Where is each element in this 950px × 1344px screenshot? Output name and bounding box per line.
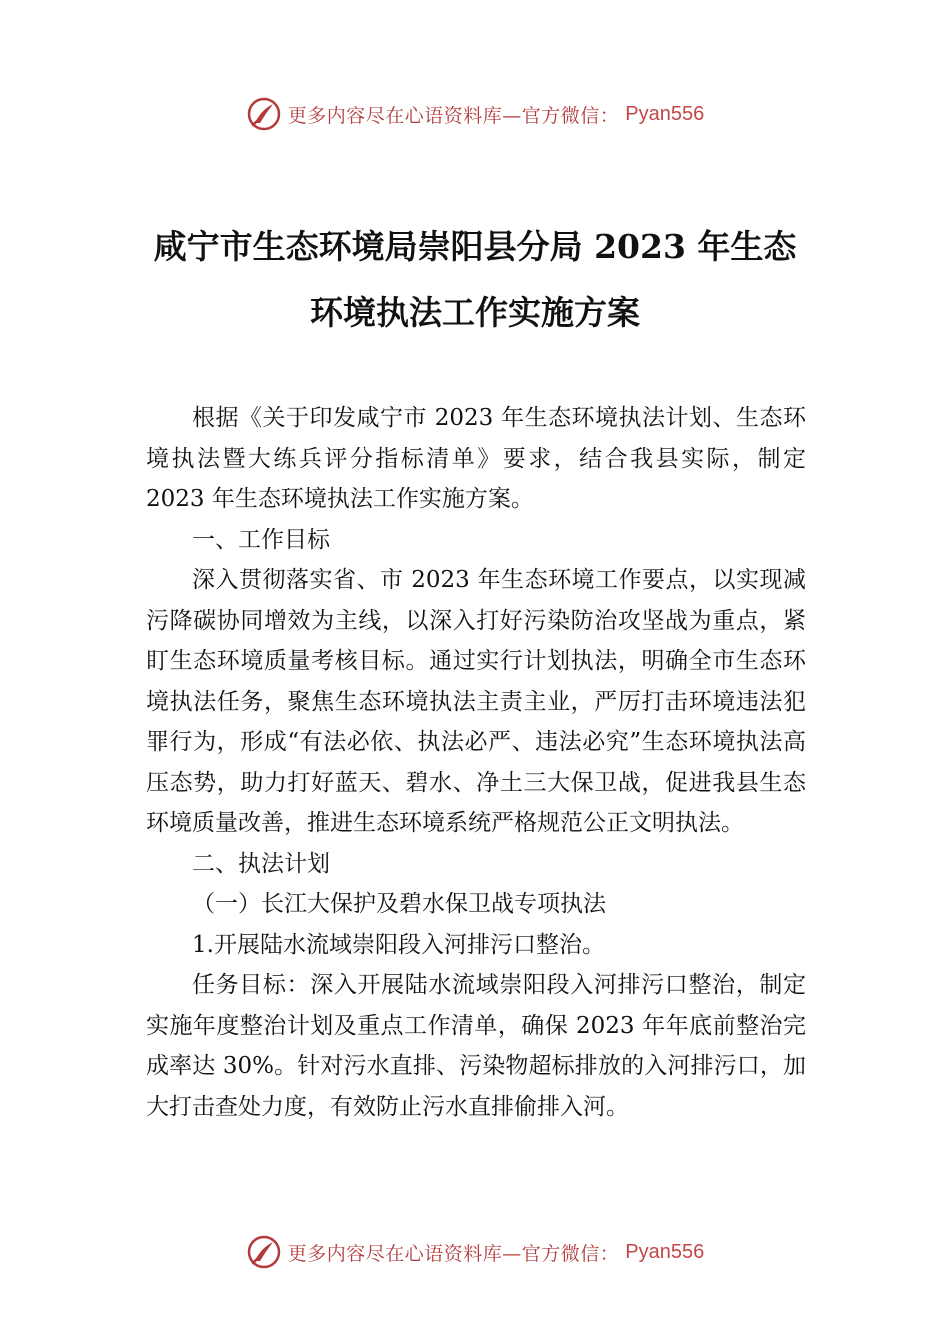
- subheading-yangtze: （一）长江大保护及碧水保卫战专项执法: [192, 891, 606, 917]
- watermark-wechat-id: Pyan556: [625, 1240, 705, 1263]
- watermark-text: 更多内容尽在心语资料库—官方微信：: [287, 1242, 620, 1265]
- title-line-1: 咸宁市生态环境局崇阳县分局 2023 年生态: [153, 227, 797, 266]
- watermark-banner-bottom: [0, 1232, 950, 1272]
- paragraph-intro: 根据《关于印发咸宁市 2023 年生态环境执法计划、生态环境执法暨大练兵评分指标清单》要求，结合我县实际，制定 2023 年生态环境执法工作实施方案。: [146, 405, 806, 512]
- brush-logo-icon: [246, 1234, 282, 1270]
- heading-enforcement-plan: 二、执法计划: [192, 850, 330, 877]
- watermark-banner-top: [0, 94, 950, 134]
- paragraph-task-goal: 任务目标：深入开展陆水流域崇阳段入河排污口整治，制定实施年度整治计划及重点工作清单，确保 2023 年年底前整治完成率达 30%。针对污水直排、污染物超标排放的入河排污口，加大打击查处力度，有效防止污水直排偷排入河。: [146, 972, 806, 1120]
- paragraph-goals: 深入贯彻落实省、市 2023 年生态环境工作要点，以实现减污降碳协同增效为主线，以深入打好污染防治攻坚战为重点，紧盯生态环境质量考核目标。通过实行计划执法，明确全市生态环境执法任务，聚焦生态环境执法主责主业，严厉打击环境违法犯罪行为，形成“有法必依、执法必严、违法必究”生态环境执法高压态势，助力打好蓝天、碧水、净土三大保卫战，促进我县生态环境质量改善，推进生态环境系统严格规范公正文明执法。: [146, 567, 806, 836]
- item-outfall-rectification: 1.开展陆水流域崇阳段入河排污口整治。: [192, 931, 605, 958]
- watermark-text: 更多内容尽在心语资料库—官方微信：: [287, 104, 620, 127]
- watermark-wechat-id: Pyan556: [625, 102, 705, 125]
- document-title: [100, 214, 850, 346]
- heading-work-goals: 一、工作目标: [192, 526, 330, 553]
- brush-logo-icon: [246, 96, 282, 132]
- document-body: [146, 398, 806, 1127]
- title-line-2: 环境执法工作实施方案: [310, 293, 640, 332]
